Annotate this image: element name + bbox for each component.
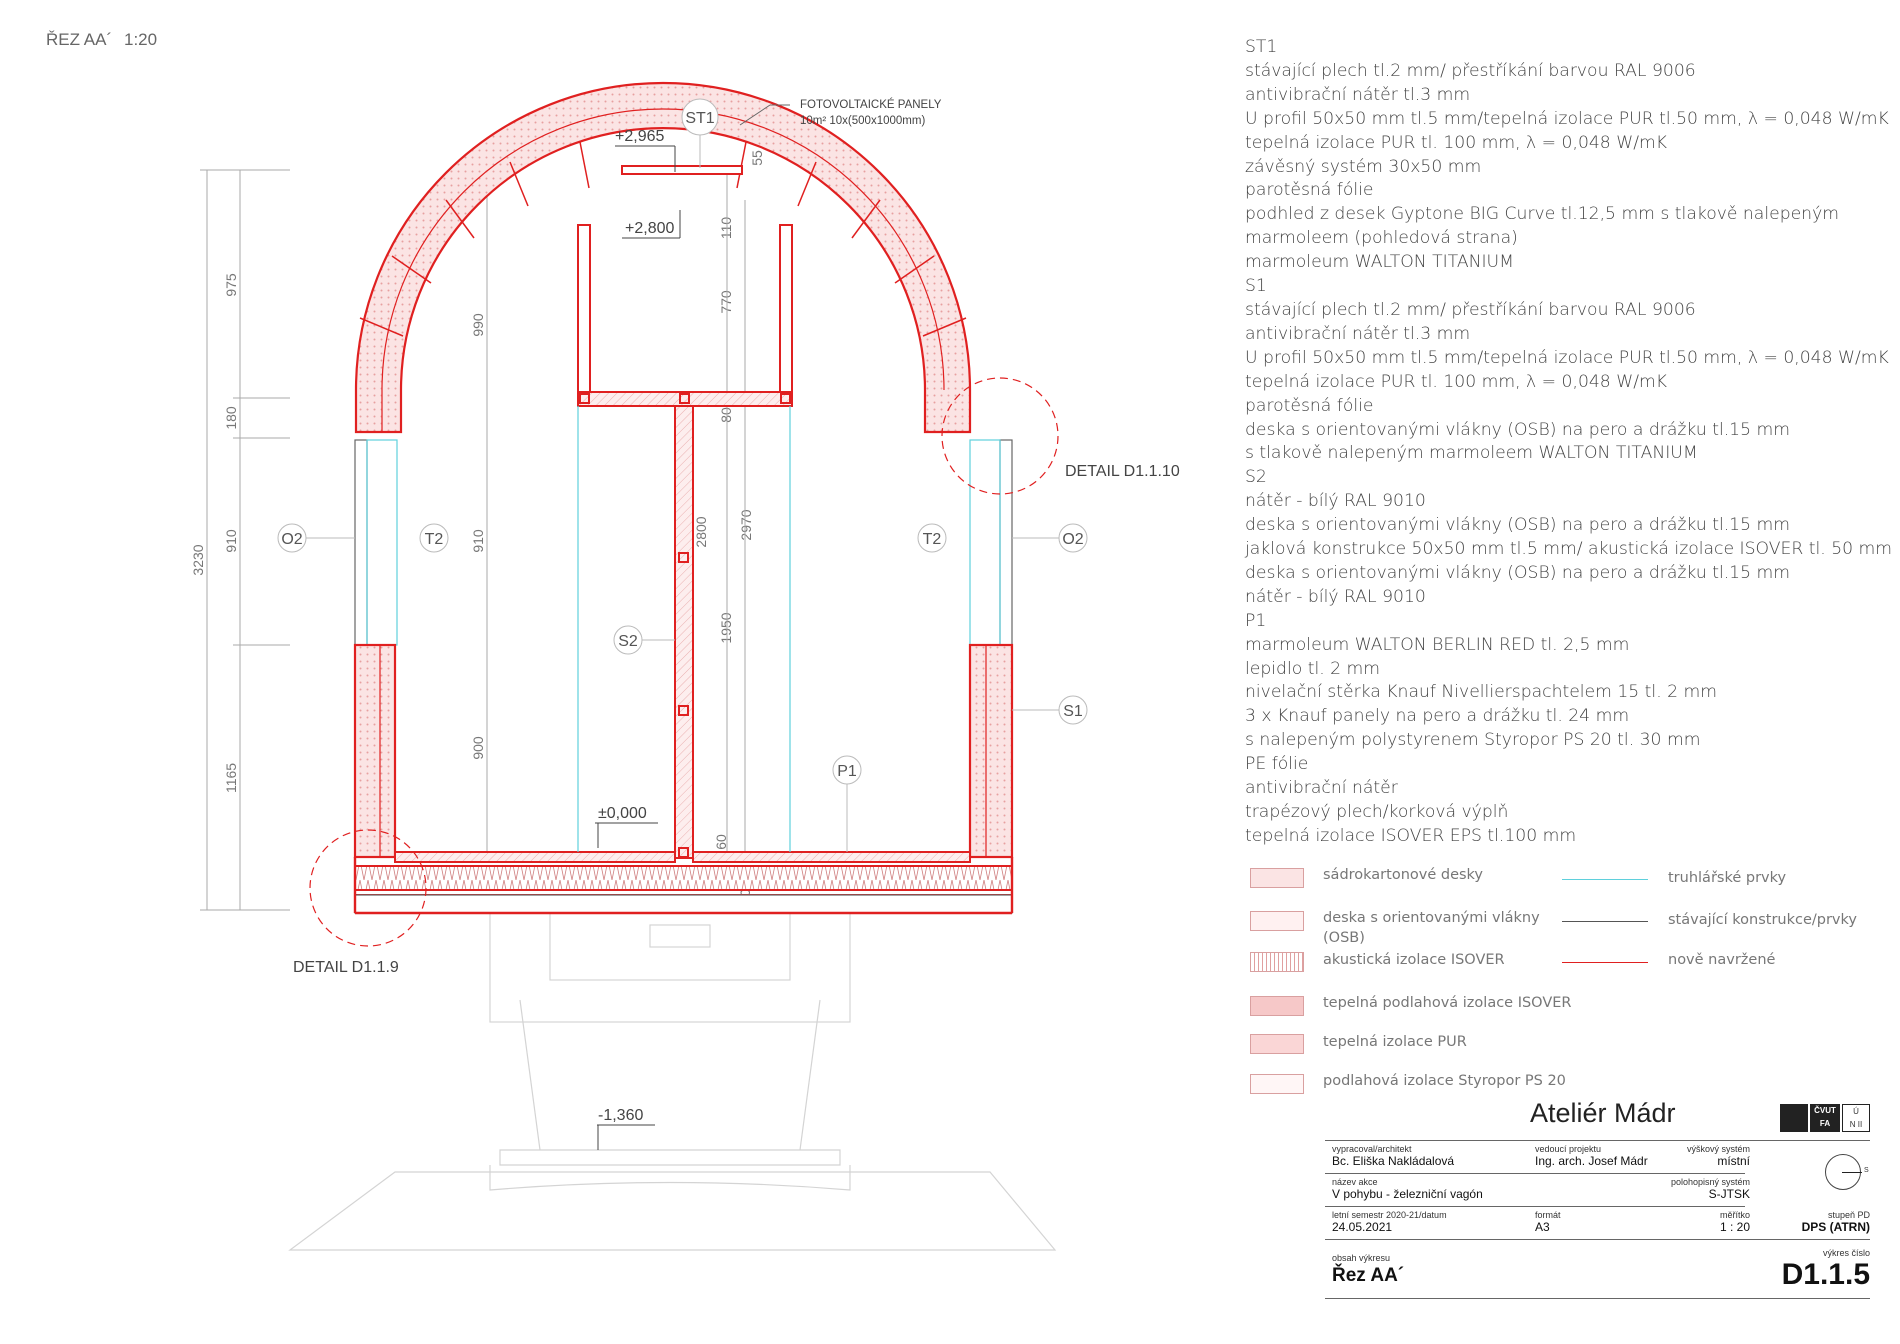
dim-910: 910	[223, 529, 239, 553]
dim-990: 990	[470, 313, 486, 337]
drawing-number: D1.1.5	[1781, 1258, 1870, 1291]
dim-770: 770	[718, 290, 734, 314]
central-partition	[578, 225, 792, 858]
legend-label-0: sádrokartonové desky	[1323, 867, 1484, 883]
spec-line: S1	[1245, 276, 1267, 297]
format-label: formát	[1535, 1210, 1561, 1220]
legend-label-5: podlahová izolace Styropor PS 20	[1323, 1073, 1566, 1089]
scale: 1 : 20	[1719, 1220, 1750, 1234]
spec-line: antivibrační nátěr	[1245, 778, 1398, 799]
legend-line-label-1: stávající konstrukce/prvky	[1668, 912, 1857, 928]
tag-o2-right: O2	[1062, 531, 1084, 548]
spec-line: ST1	[1245, 37, 1278, 57]
scale-label: měřítko	[1719, 1210, 1750, 1220]
content: Řez AA´	[1332, 1265, 1405, 1286]
logo-cvut: ČVUT	[1814, 1106, 1836, 1115]
level-ceiling: +2,800	[625, 220, 675, 237]
spec-line: deska s orientovanými vlákny (OSB) na pero a drážku tl.15 mm	[1245, 515, 1791, 536]
floor	[355, 852, 1012, 913]
line-swatch-truhlarske	[1562, 879, 1648, 880]
north-s: S	[1864, 1167, 1869, 1174]
logo-u: Ú	[1853, 1107, 1859, 1116]
spec-line: antivibrační nátěr tl.3 mm	[1245, 84, 1471, 105]
tag-s1: S1	[1063, 703, 1083, 720]
spec-line: P1	[1245, 610, 1267, 631]
spec-line: s tlakově nalepeným marmoleem WALTON TITANIUM	[1245, 443, 1698, 464]
action: V pohybu - železniční vagón	[1332, 1187, 1483, 1201]
pos-sys-label: polohopisný systém	[1670, 1177, 1750, 1187]
dim-900: 900	[470, 736, 486, 760]
spec-line: parotěsná fólie	[1245, 395, 1374, 416]
number-label: výkres číslo	[1822, 1248, 1870, 1258]
dim-2800: 2800	[693, 516, 709, 548]
spec-line: deska s orientovanými vlákny (OSB) na pero a drážku tl.15 mm	[1245, 562, 1791, 583]
swatch-osb	[1250, 911, 1304, 931]
action-label: název akce	[1332, 1177, 1378, 1187]
spec-line: deska s orientovanými vlákny (OSB) na pero a drážku tl.15 mm	[1245, 419, 1791, 440]
school-logo	[1780, 1104, 1870, 1132]
detail-label-d1-1-10: DETAIL D1.1.10	[1065, 463, 1180, 480]
swatch-floor-isover	[1250, 996, 1304, 1016]
tag-s2: S2	[618, 633, 638, 650]
legend-line-label-0: truhlářské prvky	[1668, 870, 1787, 886]
dim-1165: 1165	[223, 762, 239, 794]
spec-line: závěsný systém 30x50 mm	[1245, 156, 1482, 177]
lead-label: vedoucí projektu	[1535, 1144, 1602, 1154]
height-sys: místní	[1717, 1154, 1750, 1168]
spec-line: marmoleem (pohledová strana)	[1245, 228, 1518, 249]
swatch-acoustic	[1250, 952, 1304, 972]
content-label: obsah výkresu	[1332, 1253, 1391, 1263]
logo-fa: FA	[1819, 1119, 1831, 1128]
drawing-title: ŘEZ AA´	[46, 30, 113, 49]
spec-line: jaklová konstrukce 50x50 mm tl.5 mm/ akustická izolace ISOVER tl. 50 mm	[1245, 539, 1893, 560]
dim-2970: 2970	[738, 509, 754, 541]
spec-line: stávající plech tl.2 mm/ přestříkání barvou RAL 9006	[1245, 299, 1696, 320]
legend-label-1b: (OSB)	[1323, 930, 1365, 946]
swatch-pur	[1250, 1034, 1304, 1054]
detail-label-d1-1-9: DETAIL D1.1.9	[293, 959, 399, 976]
spec-line: U profil 50x50 mm tl.5 mm/tepelná izolace PUR tl.50 mm, λ = 0,048 W/mK	[1245, 108, 1889, 129]
dim-60: 60	[713, 834, 729, 850]
pv-desc: 10m² 10x(500x1000mm)	[800, 115, 926, 127]
pv-panels	[622, 166, 742, 174]
title-block	[1325, 1098, 1870, 1308]
studio-name: Ateliér Mádr	[1530, 1098, 1676, 1128]
line-swatch-stavajici	[1562, 921, 1648, 922]
level-top: +2,965	[615, 128, 665, 145]
spec-line: nátěr - bílý RAL 9010	[1245, 491, 1426, 512]
legend-line-label-2: nově navržené	[1668, 952, 1776, 968]
legend-label-4: tepelná izolace PUR	[1323, 1034, 1467, 1050]
dim-110-top: 110	[718, 216, 734, 240]
author-label: vypracoval/architekt	[1332, 1144, 1412, 1154]
spec-line: marmoleum WALTON TITANIUM	[1245, 252, 1514, 273]
spec-line: s nalepeným polystyrenem Styropor PS 20 tl. 30 mm	[1245, 730, 1701, 751]
date: 24.05.2021	[1332, 1220, 1393, 1234]
swatch-sadrokarton	[1250, 868, 1304, 888]
dim-975: 975	[223, 273, 239, 297]
tag-o2-left: O2	[281, 531, 303, 548]
spec-line: PE fólie	[1245, 754, 1309, 775]
spec-line: tepelná izolace ISOVER EPS tl.100 mm	[1245, 825, 1577, 846]
logo-ii: II	[1857, 1120, 1863, 1129]
spec-line: nátěr - bílý RAL 9010	[1245, 586, 1426, 607]
dim-55: 55	[749, 150, 765, 166]
dim-910b: 910	[470, 529, 486, 553]
format: A3	[1535, 1220, 1550, 1234]
tag-t2-left: T2	[424, 531, 444, 548]
right-wall	[970, 440, 1012, 857]
spec-line: tepelná izolace PUR tl. 100 mm, λ = 0,048 W/mK	[1245, 132, 1668, 153]
spec-line: parotěsná fólie	[1245, 180, 1374, 201]
spec-line: trapézový plech/korková výplň	[1245, 802, 1509, 822]
spec-line: S2	[1245, 467, 1267, 488]
spec-line: 3 x Knauf panely na pero a drážku tl. 24 mm	[1245, 706, 1630, 727]
cvut-logo	[1810, 1104, 1840, 1132]
tag-st1: ST1	[685, 110, 715, 127]
spec-line: antivibrační nátěr tl.3 mm	[1245, 323, 1471, 344]
spec-line: lepidlo tl. 2 mm	[1245, 658, 1381, 679]
spec-line: stávající plech tl.2 mm/ přestříkání barvou RAL 9006	[1245, 60, 1696, 81]
level-ground: -1,360	[598, 1107, 644, 1124]
specification-list	[1245, 36, 1893, 849]
stage-label: stupeň PD	[1827, 1210, 1870, 1220]
dim-180: 180	[223, 406, 239, 430]
dim-1950: 1950	[718, 612, 734, 644]
spec-line: nivelační stěrka Knauf Nivellierspachtelem 15 tl. 2 mm	[1245, 682, 1718, 703]
dim-80: 80	[718, 407, 734, 423]
spec-line: marmoleum WALTON BERLIN RED tl. 2,5 mm	[1245, 634, 1630, 655]
spec-line: podhled z desek Gyptone BIG Curve tl.12,5 mm s tlakově nalepeným	[1245, 204, 1839, 225]
author: Bc. Eliška Nakládalová	[1332, 1154, 1455, 1168]
pv-label: FOTOVOLTAICKÉ PANELY	[800, 99, 942, 111]
legend-label-3: tepelná podlahová izolace ISOVER	[1323, 995, 1572, 1011]
north-arrow-icon	[1825, 1154, 1869, 1190]
height-sys-label: výškový systém	[1686, 1144, 1750, 1154]
spec-line: U profil 50x50 mm tl.5 mm/tepelná izolace PUR tl.50 mm, λ = 0,048 W/mK	[1245, 347, 1889, 368]
logo-n: N	[1849, 1120, 1856, 1129]
spec-line: tepelná izolace PUR tl. 100 mm, λ = 0,048 W/mK	[1245, 371, 1668, 392]
stage: DPS (ATRN)	[1801, 1220, 1870, 1234]
legend-label-1: deska s orientovanými vlákny	[1323, 910, 1540, 926]
line-swatch-nove	[1562, 962, 1648, 963]
wagon-chassis	[290, 912, 1055, 1250]
drawing-scale: 1:20	[124, 30, 158, 49]
level-floor: ±0,000	[598, 805, 647, 822]
swatch-styropor	[1250, 1074, 1304, 1094]
pos-sys: S-JTSK	[1708, 1187, 1750, 1201]
legend-label-2: akustická izolace ISOVER	[1323, 952, 1505, 968]
tag-p1: P1	[837, 763, 857, 780]
dim-3230: 3230	[190, 544, 206, 576]
lead: Ing. arch. Josef Mádr	[1535, 1154, 1648, 1168]
left-wall	[355, 440, 397, 857]
semester-label: letní semestr 2020-21/datum	[1332, 1210, 1447, 1220]
un-logo	[1842, 1104, 1870, 1132]
tag-t2-right: T2	[922, 531, 942, 548]
lion-logo-icon	[1780, 1104, 1808, 1132]
